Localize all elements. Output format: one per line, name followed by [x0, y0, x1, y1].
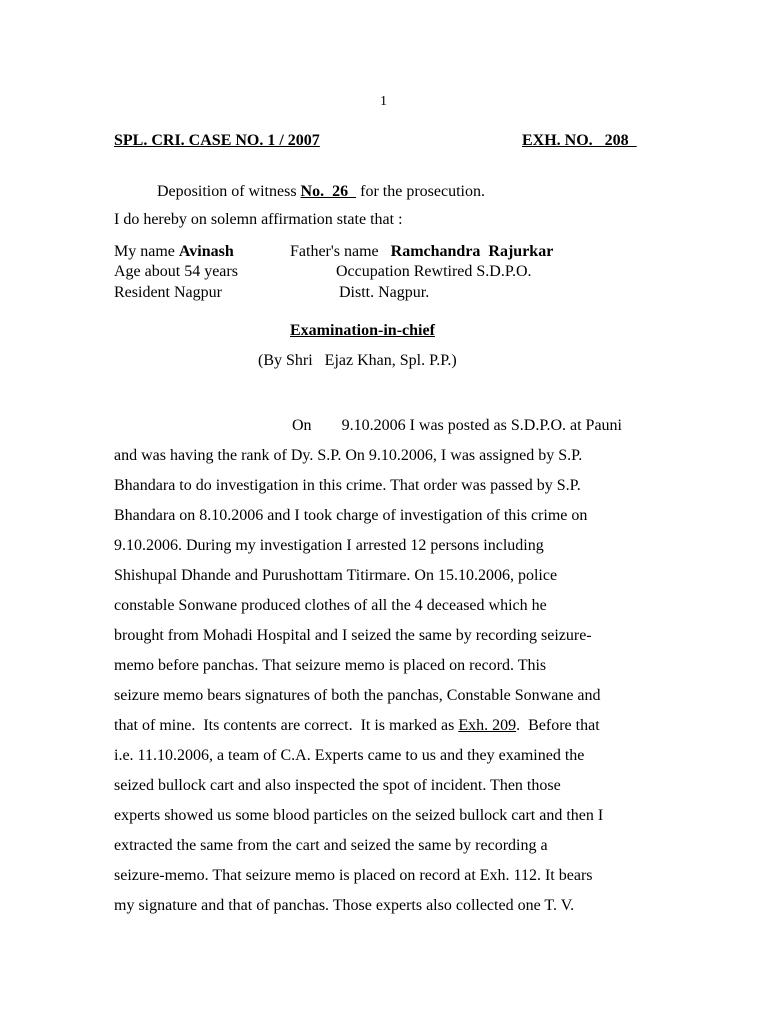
witness-name-line	[114, 242, 234, 262]
exhibit-reference: Exh. 209	[458, 717, 517, 734]
body-line: memo before panchas. That seizure memo is placed on record. This	[114, 657, 547, 674]
witness-name: Avinash	[178, 243, 234, 260]
witness-number: No. 26	[300, 183, 357, 200]
father-name: Ramchandra Rajurkar	[390, 243, 554, 260]
body-line: constable Sonwane produced clothes of all the 4 deceased which he	[114, 597, 547, 614]
body-line: Bhandara on 8.10.2006 and I took charge of investigation of this crime on	[114, 507, 588, 524]
body-line: Bhandara to do investigation in this crime. That order was passed by S.P.	[114, 477, 581, 494]
deposition-prefix: Deposition of witness	[157, 183, 301, 200]
body-line: seizure-memo. That seizure memo is placed on record at Exh. 112. It bears	[114, 867, 593, 884]
deposition-line	[157, 182, 485, 202]
body-line: On 9.10.2006 I was posted as S.D.P.O. at Pauni	[292, 417, 622, 434]
body-line: seizure memo bears signatures of both the panchas, Constable Sonwane and	[114, 687, 601, 704]
body-line: experts showed us some blood particles on the seized bullock cart and then I	[114, 807, 604, 824]
affirmation-line: I do hereby on solemn affirmation state that :	[114, 211, 403, 228]
body-line: Shishupal Dhande and Purushottam Titirmare. On 15.10.2006, police	[114, 567, 558, 584]
body-line: and was having the rank of Dy. S.P. On 9.10.2006, I was assigned by S.P.	[114, 447, 583, 464]
deposition-suffix: for the prosecution.	[356, 183, 485, 200]
father-name-line	[290, 242, 553, 262]
witness-age: Age about 54 years	[114, 263, 238, 280]
examination-title: Examination-in-chief	[290, 322, 435, 339]
body-line: extracted the same from the cart and seized the same by recording a	[114, 837, 548, 854]
body-line: i.e. 11.10.2006, a team of C.A. Experts came to us and they examined the	[114, 747, 585, 764]
witness-occupation: Occupation Rewtired S.D.P.O.	[336, 263, 532, 280]
father-label: Father's name	[290, 243, 391, 260]
body-line: brought from Mohadi Hospital and I seized the same by recording seizure-	[114, 627, 592, 644]
case-number: SPL. CRI. CASE NO. 1 / 2007	[114, 132, 320, 149]
witness-district: Distt. Nagpur.	[339, 284, 430, 301]
body-line: my signature and that of panchas. Those experts also collected one T. V.	[114, 897, 575, 914]
deposition-body	[114, 411, 655, 921]
body-line: 9.10.2006. During my investigation I arrested 12 persons including	[114, 537, 544, 554]
examination-by: (By Shri Ejaz Khan, Spl. P.P.)	[258, 352, 457, 369]
witness-resident: Resident Nagpur	[114, 284, 222, 301]
name-label: My name	[114, 243, 179, 260]
body-line: that of mine. Its contents are correct. It is marked as Exh. 209 . Before that	[114, 711, 655, 741]
body-line: seized bullock cart and also inspected the spot of incident. Then those	[114, 777, 561, 794]
exhibit-number: EXH. NO. 208	[522, 132, 637, 149]
page-number: 1	[380, 94, 387, 109]
